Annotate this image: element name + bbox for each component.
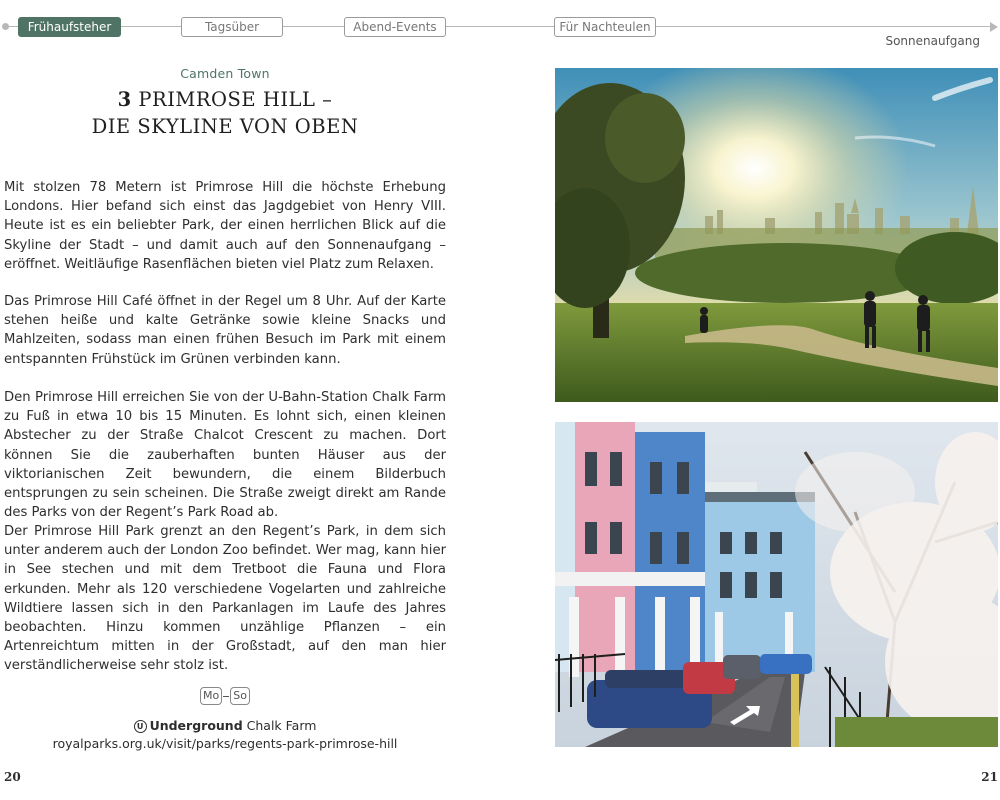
district-label: Camden Town (180, 66, 270, 81)
article-title-line2: DIE SKYLINE VON OBEN (91, 115, 359, 138)
day-to-badge: So (230, 687, 250, 705)
timeline-step-fruehaufsteher[interactable]: Frühaufsteher (18, 17, 121, 37)
photo-primrose-hill-sunrise (555, 68, 998, 402)
timeline-step-nachteulen[interactable]: Für Nachteulen (554, 17, 656, 37)
page-number-right: 21 (981, 770, 998, 784)
paragraph-1: Mit stolzen 78 Metern ist Primrose Hill die höchste Erhebung Londons. Hier befand sich einst das Jagdgebiet von Henry VIII. Heute ist es ein beliebter Park, der einen herrlichen Blick auf die Skyline der Stadt – und damit auch auf den Sonnenaufgang – eröffnet. Weitläufige Rasenflächen bieten viel Platz zum Relaxen. (4, 180, 446, 272)
timeline-line (6, 26, 992, 27)
underground-icon: U (134, 720, 147, 733)
paragraph-2: Das Primrose Hill Café öffnet in der Regel um 8 Uhr. Auf der Karte stehen heiße und kalte Getränke sowie kleine Snacks und Mahlzeiten, sodass man einen frühen Besuch im Park mit einem entspannten Frühstück im Grünen verbinden kann. (4, 294, 446, 367)
transport-label: Underground (149, 718, 243, 733)
opening-days (0, 687, 450, 705)
article-title (0, 86, 450, 140)
paragraph-4: Der Primrose Hill Park grenzt an den Regent’s Park, in dem sich unter anderem auch der London Zoo befindet. Wer mag, kann hier in See stechen und mit dem Tretboot die Fauna und Flora erkunden. Mehr als 120 verschiedene Vogelarten und zahlreiche Wildtiere lassen sich in den Parkanlagen im Laufe des Jahres beobachten. Hinzu kommen unzählige Pflanzen – ein Artenreichtum mitten in der Großstadt, auf den man hier verständlicherweise sehr stolz ist. (4, 524, 446, 674)
timeline-arrow-icon (990, 22, 998, 32)
timeline-subtitle: Sonnenaufgang (885, 34, 980, 48)
transport-info (0, 718, 450, 733)
timeline-step-tagsueber[interactable]: Tagsüber (181, 17, 283, 37)
website-link[interactable]: royalparks.org.uk/visit/parks/regents-park-primrose-hill (52, 736, 398, 751)
paragraph-3: Den Primrose Hill erreichen Sie von der U-Bahn-Station Chalk Farm zu Fuß in etwa 10 bis 15 Minuten. Es lohnt sich, einen kleinen Abstecher zu der Straße Chalcot Crescent zu machen. Dort können Sie die zauberhaften bunten Häuser aus der viktorianischen Zeit bewundern, die einem Bilderbuch entsprungen zu sein scheinen. Die Straße zweigt direkt am Rande des Parks von der Regent’s Park Road ab. (4, 390, 446, 521)
timeline-step-abend-events[interactable]: Abend-Events (344, 17, 446, 37)
article-number: 3 (117, 88, 132, 111)
chapter-timeline (0, 0, 1000, 60)
article-title-line1: PRIMROSE HILL – (138, 88, 333, 111)
timeline-start-dot (2, 23, 9, 30)
photo-chalcot-crescent (555, 422, 998, 747)
transport-station: Chalk Farm (246, 718, 317, 733)
day-range-dash (223, 696, 229, 697)
page-number-left: 20 (4, 770, 21, 784)
day-from-badge: Mo (200, 687, 222, 705)
